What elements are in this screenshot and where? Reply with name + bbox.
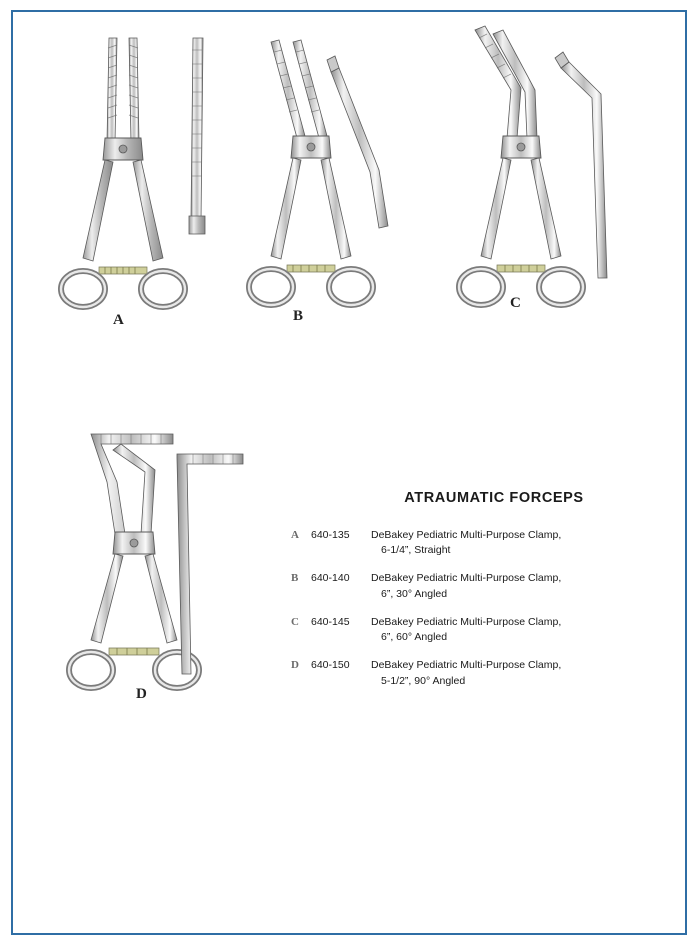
catalog-code: 640-150 [311,659,350,672]
instrument-label-d: D [136,686,148,702]
catalog-row [291,658,661,688]
catalog-info-block [291,490,661,702]
catalog-code: 640-135 [311,529,350,541]
instrument-c-illustration [441,20,626,330]
instrument-label-c: C [510,295,522,311]
catalog-description-line1: DeBakey Pediatric Multi-Purpose Clamp, [371,659,562,672]
catalog-row [291,615,661,645]
catalog-description [371,658,561,688]
catalog-row [291,571,661,601]
catalog-description [371,615,561,645]
instrument-label-b: B [293,308,304,324]
instrument-figure-area [13,12,685,933]
instrument-d-illustration [55,412,285,712]
instrument-label-a: A [113,312,125,328]
instrument-b-illustration [231,20,411,330]
catalog-letter: B [291,572,299,585]
catalog-letter: C [291,615,299,628]
catalog-description-line2: 6-1/4”, Straight [381,544,451,557]
catalog-description-line1: DeBakey Pediatric Multi-Purpose Clamp, [371,529,562,541]
instrument-a-illustration [43,20,223,330]
catalog-letter: A [291,529,299,541]
catalog-description-line1: DeBakey Pediatric Multi-Purpose Clamp, [371,615,562,628]
catalog-letter: D [291,659,299,672]
catalog-description-line2: 6”, 30° Angled [381,587,448,600]
catalog-code: 640-145 [311,615,350,628]
catalog-description-line1: DeBakey Pediatric Multi-Purpose Clamp, [371,572,562,585]
catalog-row [291,528,661,558]
section-title: ATRAUMATIC FORCEPS [404,490,584,506]
catalog-description [371,571,561,601]
catalog-description-line2: 5-1/2”, 90° Angled [381,674,466,687]
catalog-code: 640-140 [311,572,350,585]
catalog-description-line2: 6”, 60° Angled [381,631,448,644]
catalog-description [371,528,561,558]
